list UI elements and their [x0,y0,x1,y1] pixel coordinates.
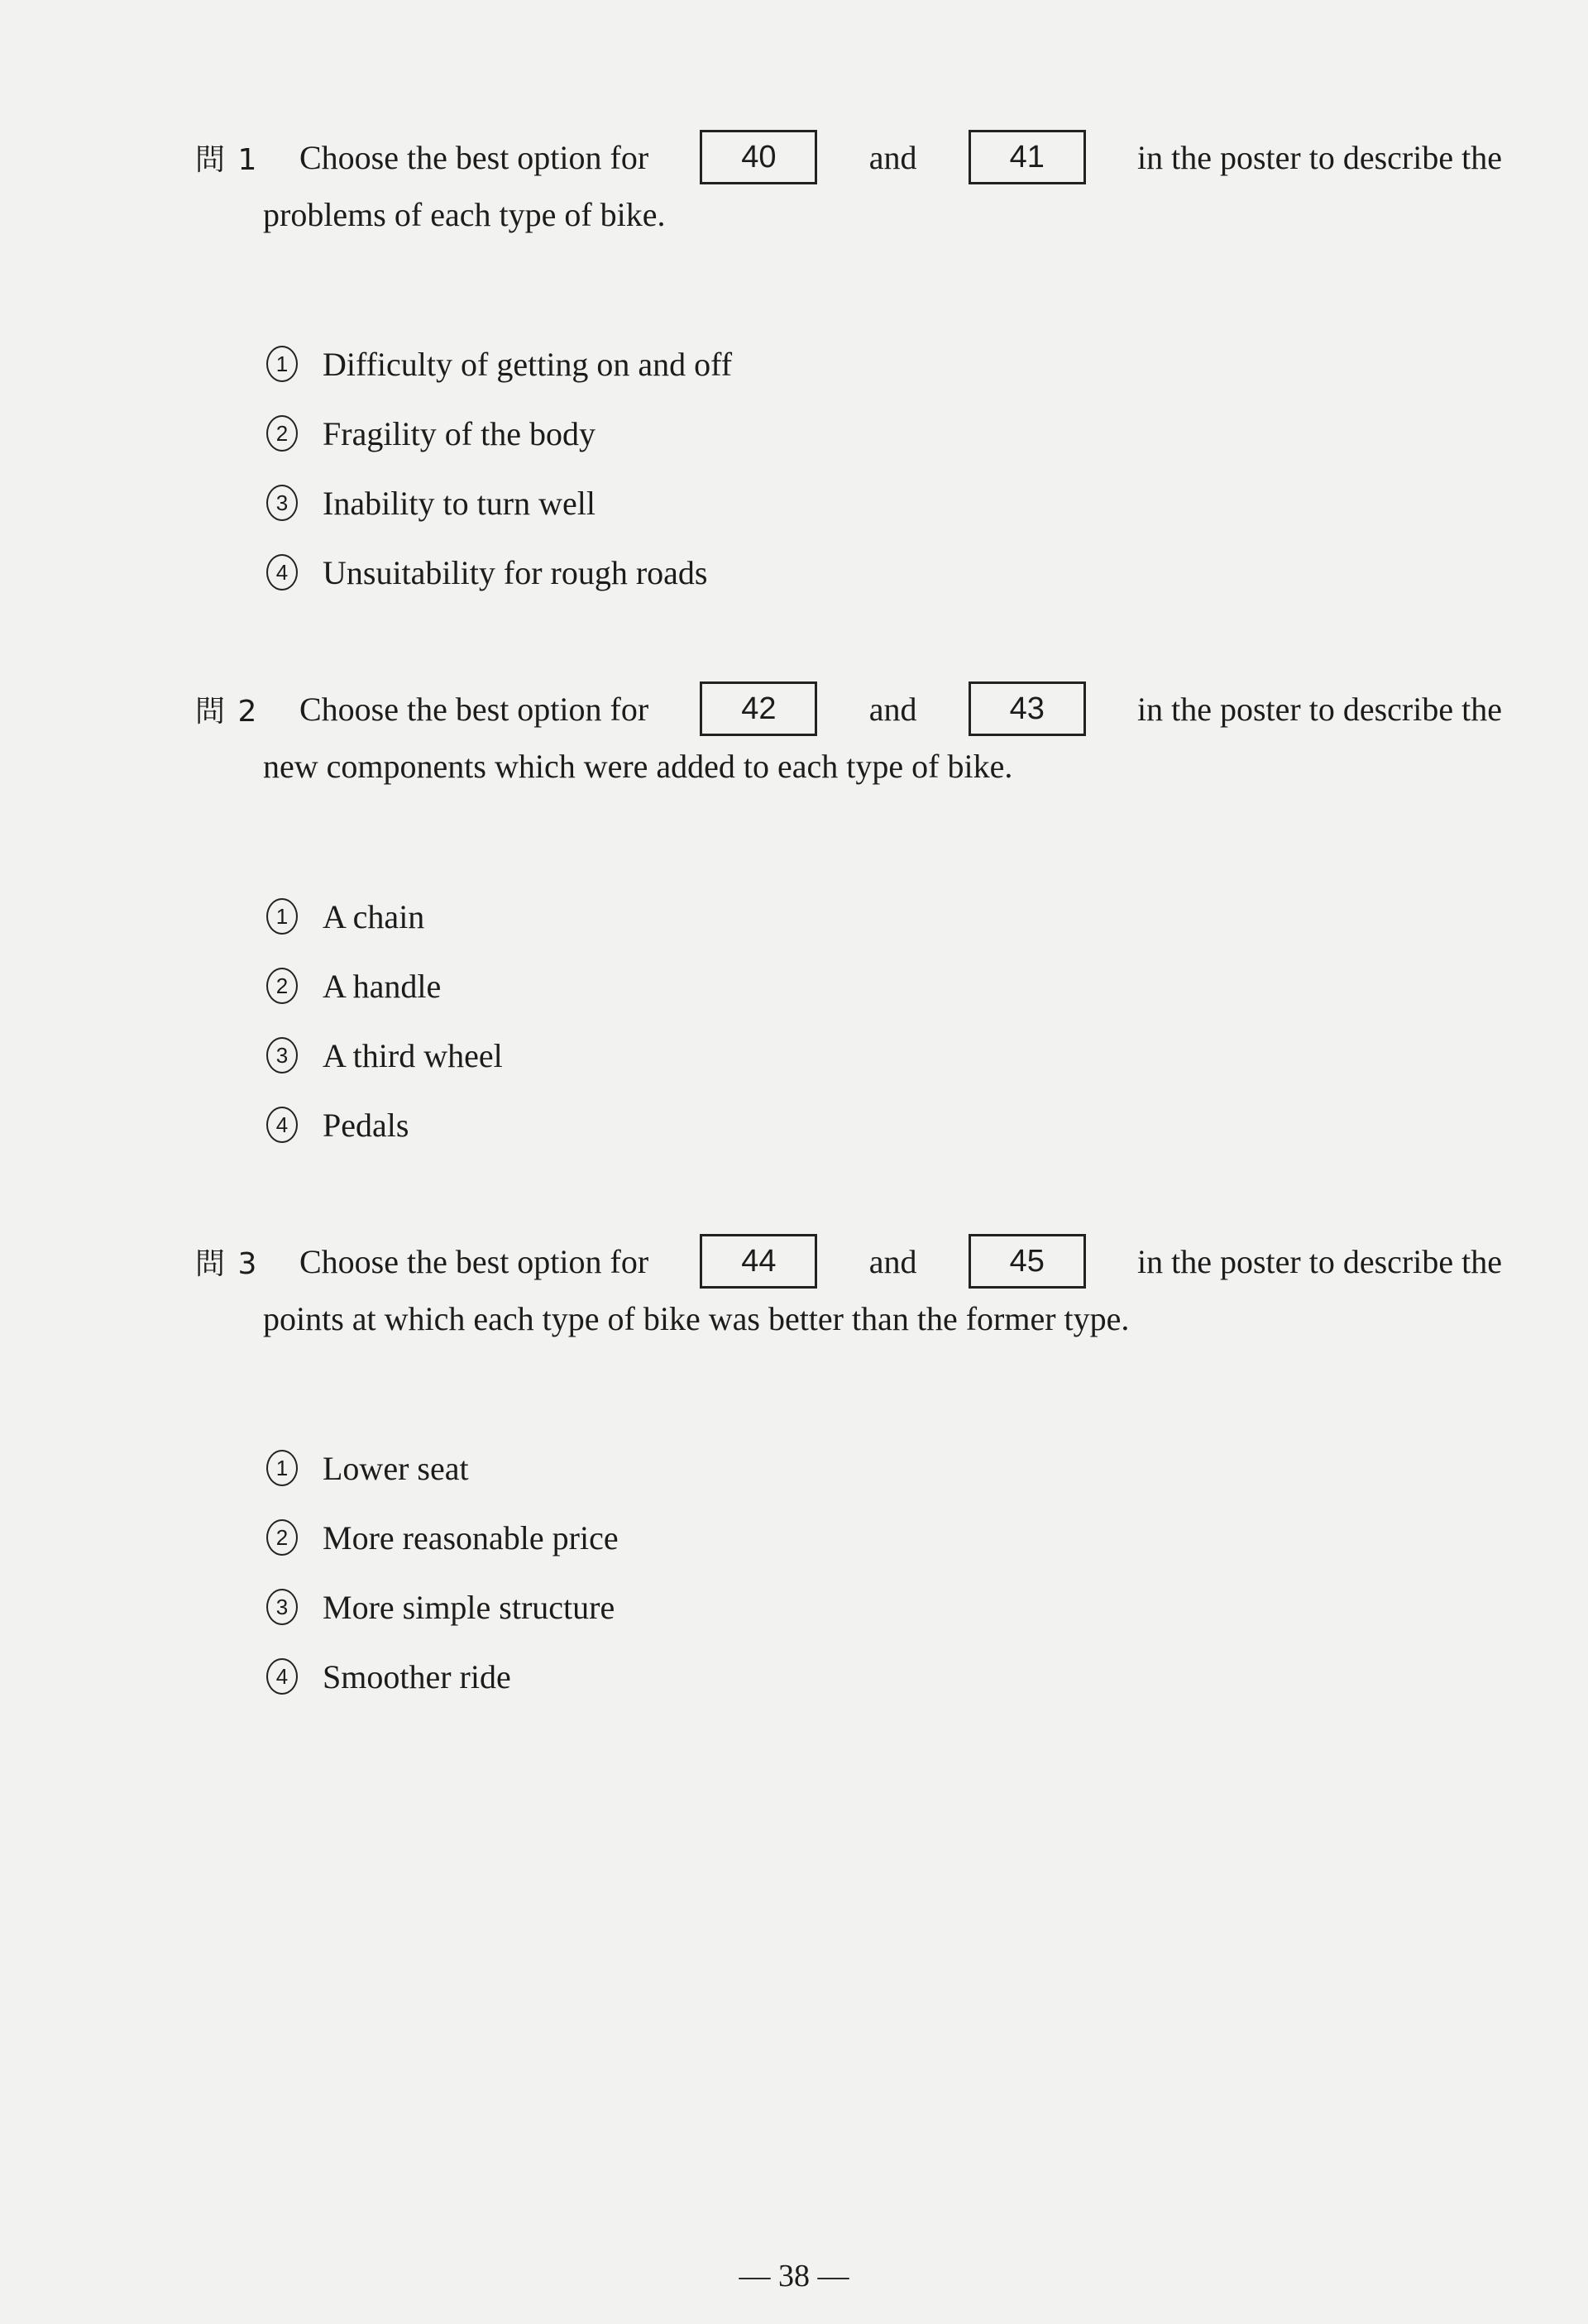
option-number: 3 [266,485,298,521]
option-text: Unsuitability for rough roads [323,553,708,591]
option-item [266,468,732,538]
prompt-conj: and [868,138,917,176]
question-prompt [299,1234,1502,1289]
question-1 [195,128,1502,244]
option-item [266,399,732,468]
question-1-line1 [195,128,1502,186]
answer-blank-40: 40 [700,130,817,184]
option-number: 4 [266,1107,298,1143]
answer-blank-41: 41 [969,130,1086,184]
question-2-line2: new components which were added to each type of bike. [263,748,1013,785]
prompt-prefix: Choose the best option for [299,690,649,728]
prompt-conj: and [868,1242,917,1280]
question-number: 問 3 [195,1246,259,1281]
question-1-options [266,329,732,607]
question-2-options [266,882,503,1160]
option-text: Difficulty of getting on and off [323,345,733,383]
option-item [266,329,732,399]
question-1-line2: problems of each type of bike. [263,196,666,233]
option-text: More simple structure [323,1588,615,1626]
prompt-conj: and [868,690,917,728]
question-3-line1 [195,1232,1502,1290]
question-number: 問 2 [195,694,259,729]
option-text: Lower seat [323,1449,469,1487]
option-item [266,1572,619,1642]
option-item [266,1503,619,1572]
question-number: 問 1 [195,142,259,177]
option-item [266,951,503,1021]
answer-blank-42: 42 [700,681,817,736]
question-prompt [299,130,1502,184]
option-text: Pedals [323,1106,409,1144]
option-item [266,1642,619,1711]
question-3-options [266,1433,619,1711]
option-text: A handle [323,967,442,1005]
question-prompt [299,681,1502,736]
option-number: 3 [266,1589,298,1625]
option-number: 2 [266,1519,298,1556]
page-number: — 38 — [739,2259,849,2293]
answer-blank-43: 43 [969,681,1086,736]
option-number: 1 [266,898,298,935]
option-text: A third wheel [323,1036,503,1074]
option-number: 4 [266,554,298,591]
prompt-suffix: in the poster to describe the [1137,690,1502,728]
option-item [266,538,732,607]
option-number: 2 [266,968,298,1004]
question-2-line1 [195,680,1502,738]
option-text: Fragility of the body [323,414,596,452]
prompt-prefix: Choose the best option for [299,1242,649,1280]
prompt-prefix: Choose the best option for [299,138,649,176]
answer-blank-44: 44 [700,1234,817,1289]
option-text: A chain [323,897,425,935]
question-2 [195,680,1502,796]
option-text: Smoother ride [323,1657,511,1695]
question-3 [195,1232,1502,1348]
prompt-suffix: in the poster to describe the [1137,138,1502,176]
option-number: 1 [266,346,298,382]
answer-blank-45: 45 [969,1234,1086,1289]
option-item [266,1433,619,1503]
option-text: More reasonable price [323,1518,619,1557]
option-item [266,882,503,951]
prompt-suffix: in the poster to describe the [1137,1242,1502,1280]
option-number: 4 [266,1658,298,1695]
question-3-line2: points at which each type of bike was better than the former type. [263,1300,1130,1337]
option-number: 3 [266,1037,298,1074]
option-item [266,1090,503,1160]
option-number: 2 [266,415,298,452]
option-item [266,1021,503,1090]
option-text: Inability to turn well [323,484,596,522]
option-number: 1 [266,1450,298,1486]
